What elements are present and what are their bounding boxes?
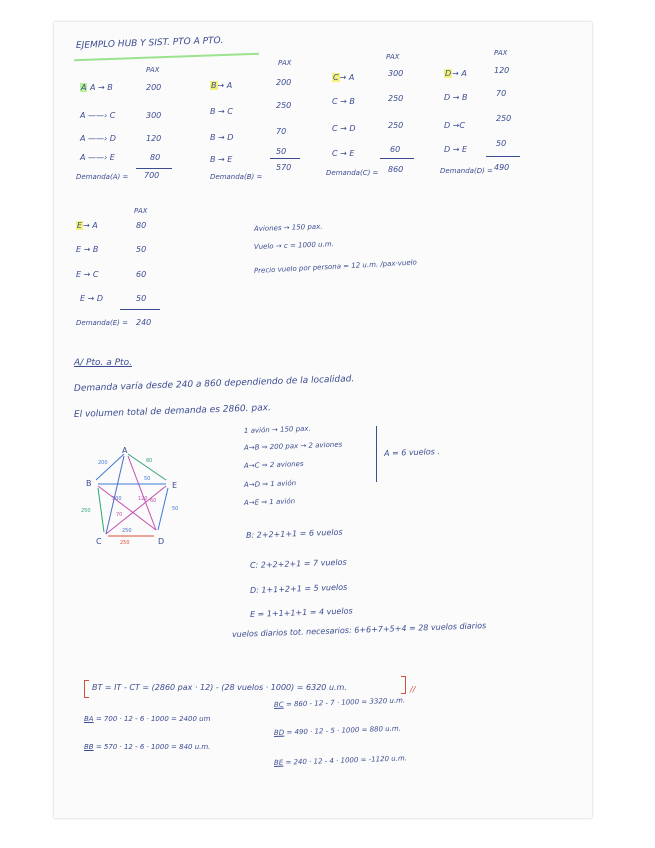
route-rest: → E [452, 145, 468, 154]
edge-label: 200 [98, 460, 108, 466]
pax-value: 60 [390, 145, 401, 154]
route-from: C [332, 97, 338, 106]
route-label [210, 108, 233, 116]
route-rest: → D [340, 124, 356, 133]
flights-line: C: 2+2+2+1 = 7 vuelos [249, 557, 347, 570]
edge-label: 250 [122, 528, 132, 534]
flight-line: A→E ⇒ 1 avión [243, 497, 296, 507]
sum-line [270, 158, 300, 159]
pax-value: 250 [388, 121, 404, 130]
info-line: Aviones → 150 pax. [253, 222, 323, 233]
edge-label: 250 [120, 540, 130, 544]
route-label [210, 134, 233, 142]
route-from: C [333, 73, 339, 82]
profit-line [274, 755, 407, 767]
pax-label: PAX [386, 53, 400, 61]
sum-line [486, 156, 520, 157]
route-from: E [80, 294, 86, 303]
formula-box-right [401, 676, 406, 694]
route-from: A [81, 83, 87, 92]
profit-line [274, 697, 405, 709]
flight-line: A→D ⇒ 1 avión [243, 479, 297, 489]
edge-label: 50 [144, 476, 151, 482]
edge-label: 300 [112, 496, 122, 502]
edge-label: 70 [116, 512, 123, 518]
route-label: A ——› C [80, 111, 116, 120]
flight-line: A→B ⇒ 200 pax → 2 aviones [243, 440, 343, 452]
edge-label: 250 [81, 508, 91, 514]
route-rest: → D [87, 294, 104, 303]
info-line: Precio vuelo por persona = 12 u.m. /pax·vuelo [253, 258, 418, 275]
route-rest: → C [83, 270, 99, 279]
route-label [80, 84, 113, 92]
route-from: B [210, 107, 216, 116]
sum-line [120, 309, 160, 310]
pax-value: 50 [496, 139, 507, 148]
route-from: B [210, 133, 216, 142]
pax-value: 80 [150, 153, 161, 162]
pax-value: 50 [276, 147, 287, 156]
route-label [332, 125, 356, 133]
pax-value: 80 [136, 221, 147, 230]
route-from: E [76, 270, 82, 279]
pax-value: 60 [136, 270, 147, 279]
route-label [210, 156, 232, 164]
route-rest: → D [218, 133, 234, 142]
pax-value: 250 [496, 114, 512, 123]
pax-value: 120 [494, 66, 510, 75]
route-from: B [211, 81, 217, 90]
pax-label: PAX [278, 59, 292, 67]
profit-line [84, 744, 210, 751]
profit-expr: = 700 · 12 - 6 · 1000 = 2400 um [95, 715, 211, 723]
edge-label: 120 [138, 496, 148, 502]
sum-line [136, 168, 172, 169]
section-text: El volumen total de demanda es 2860. pax. [73, 403, 272, 420]
profit-expr: = 240 · 12 - 4 · 1000 = -1120 u.m. [285, 754, 408, 767]
demand-value: 570 [276, 163, 292, 172]
title-underline [74, 53, 259, 61]
demand-value: 860 [388, 165, 404, 174]
demand-label: Demanda(A) = [76, 173, 129, 181]
demand-label: Demanda(C) = [326, 169, 379, 177]
demand-value: 240 [136, 318, 152, 327]
pax-value: 50 [136, 245, 147, 254]
route-rest: A → B [90, 83, 113, 92]
route-label [76, 222, 98, 230]
pax-value: 120 [146, 134, 162, 143]
page-title: EJEMPLO HUB Y SIST. PTO A PTO. [75, 35, 224, 51]
graph-node-e: E [172, 481, 178, 490]
pax-value: 200 [146, 83, 162, 92]
bt-formula: BT = IT - CT = (2860 pax · 12) - (28 vuelos · 1000) = 6320 u.m. [92, 683, 347, 692]
pax-label: PAX [494, 49, 508, 57]
route-rest: → E [218, 155, 233, 164]
pax-value: 70 [496, 89, 507, 98]
pax-value: 50 [136, 294, 147, 303]
profit-line [84, 716, 210, 723]
route-label [76, 271, 98, 279]
route-label [444, 146, 467, 154]
route-label [76, 246, 98, 254]
notebook-page [54, 22, 592, 818]
route-rest: → A [452, 69, 467, 78]
info-line: Vuelo → c = 1000 u.m. [253, 240, 334, 251]
profit-expr: = 570 · 12 - 6 · 1000 = 840 u.m. [95, 743, 211, 751]
profit-label: BD [273, 728, 285, 737]
pax-value: 200 [276, 78, 292, 87]
graph-node-d: D [158, 537, 165, 544]
route-label [444, 122, 465, 130]
route-label: A ——› D [80, 134, 116, 143]
route-from: C [332, 124, 338, 133]
bt-suffix: // [410, 685, 416, 694]
edge-label: 60 [150, 498, 157, 504]
profit-label: BB [84, 743, 94, 751]
route-label: A ——› E [80, 153, 115, 162]
route-from: E [76, 245, 82, 254]
graph-node-b: B [86, 479, 92, 488]
route-from: D [445, 69, 452, 78]
pax-value: 300 [146, 111, 162, 120]
pax-value: 70 [276, 127, 287, 136]
pax-value: 250 [388, 94, 404, 103]
demand-label: Demanda(B) = [210, 173, 263, 181]
route-network-diagram [80, 444, 190, 544]
formula-box-left [84, 680, 89, 698]
demand-value: 490 [494, 163, 510, 172]
graph-node-c: C [96, 537, 102, 544]
graph-node-a: A [122, 446, 128, 455]
flights-line: E = 1+1+1+1 = 4 vuelos [249, 606, 353, 619]
route-from: B [210, 155, 216, 164]
route-label [210, 82, 232, 90]
pax-label: PAX [134, 207, 148, 215]
edge-label: 80 [146, 458, 153, 464]
demand-label: Demanda(D) = [440, 167, 493, 175]
route-from: D [444, 121, 451, 130]
daily-total-line: vuelos diarios tot. necesarios: 6+6+7+5+4 = 28 vuelos diarios [231, 621, 487, 639]
pax-value: 250 [276, 101, 292, 110]
route-label [332, 98, 355, 106]
route-label [444, 94, 467, 102]
route-rest: → A [217, 81, 233, 90]
route-rest: → A [83, 221, 98, 230]
route-from: E [77, 221, 83, 230]
route-label [444, 70, 467, 78]
pax-value: 300 [388, 69, 404, 78]
flight-line: 1 avión → 150 pax. [243, 424, 311, 435]
sum-line [380, 158, 414, 159]
flights-a-result: A = 6 vuelos . [383, 447, 441, 458]
edge-label: 50 [172, 506, 179, 512]
route-rest: → B [340, 97, 355, 106]
route-rest: →C [452, 121, 466, 130]
section-text: Demanda varía desde 240 a 860 dependiendo de la localidad. [73, 374, 355, 394]
route-label [332, 150, 354, 158]
demand-value: 700 [144, 171, 160, 180]
route-rest: → A [339, 73, 355, 82]
route-rest: → E [340, 149, 355, 158]
profit-line [274, 726, 401, 737]
flights-line: D: 1+1+2+1 = 5 vuelos [249, 582, 348, 595]
flight-line: A→C ⇒ 2 aviones [243, 459, 304, 470]
route-label [80, 295, 103, 303]
route-from: C [332, 149, 338, 158]
route-rest: → C [218, 107, 233, 116]
demand-label: Demanda(E) = [76, 319, 128, 327]
profit-label: BE [273, 758, 284, 767]
route-label [332, 74, 354, 82]
section-heading: A/ Pto. a Pto. [74, 358, 132, 368]
pax-label: PAX [146, 66, 160, 74]
profit-label: BC [273, 700, 284, 709]
route-rest: → B [83, 245, 99, 254]
route-from: D [444, 93, 451, 102]
profit-expr: = 490 · 12 - 5 · 1000 = 880 u.m. [286, 724, 402, 737]
route-rest: → B [452, 93, 468, 102]
brace [376, 426, 377, 482]
flights-line: B: 2+2+1+1 = 6 vuelos [245, 527, 343, 540]
profit-label: BA [84, 715, 94, 723]
profit-expr: = 860 - 12 - 7 · 1000 = 3320 u.m. [285, 696, 406, 709]
route-from: D [444, 145, 451, 154]
